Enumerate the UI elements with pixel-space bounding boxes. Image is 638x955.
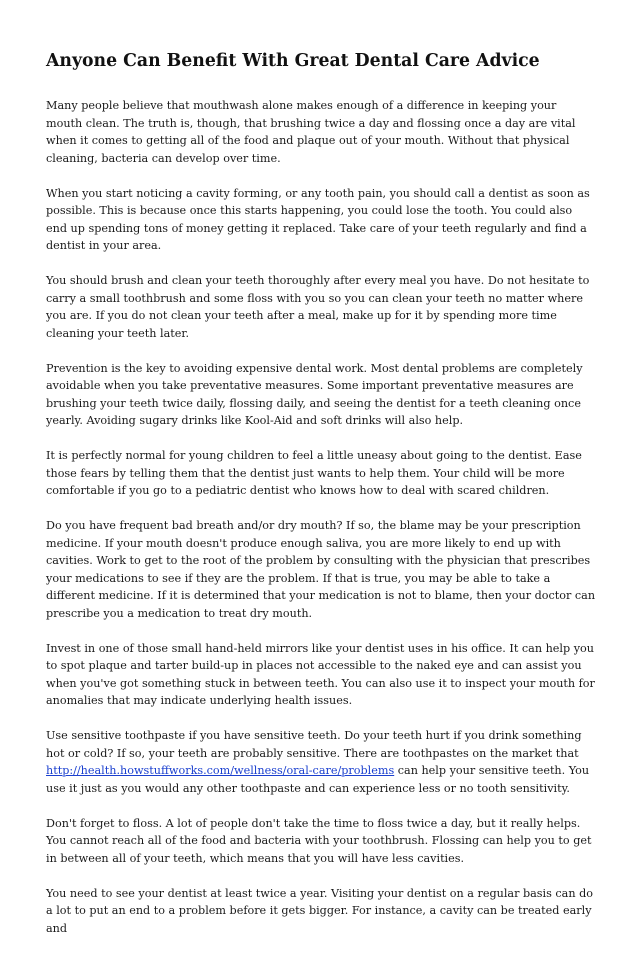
paragraph-brush-after-meal: You should brush and clean your teeth thoroughly after every meal you have. Do not hesitate to carry a small toothbrush and some floss with you so you can clean your teeth no matter where you are. If you do not clean your teeth after a meal, make up for it by spending more time cleaning your teeth later. — [46, 274, 590, 340]
paragraph-floss: Don't forget to floss. A lot of people don't take the time to floss twice a day, but it really helps. You cannot reach all of the food and bacteria with your toothbrush. Flossing can help you to get in between all of your teeth, which means that you will have less cavities. — [46, 816, 592, 865]
paragraph-children: It is perfectly normal for young children to feel a little uneasy about going to the dentist. Ease those fears by telling them that the dentist just wants to help them. Your child will be more comfortable if you go to a pediatric dentist who knows how to deal with scared children. — [46, 449, 582, 497]
paragraph-dry-mouth: Do you have frequent bad breath and/or dry mouth? If so, the blame may be your prescription medicine. If your mouth doesn't produce enough saliva, you are more likely to end up with cavities. Work to get to the root of the problem by consulting with the physician that prescribes your medications to see if they are the problem. If that is true, you may be able to take a different medicine. If it is determined that your medication is not to blame, then your doctor can prescribe you a medication to treat dry mouth. — [46, 519, 596, 620]
paragraph-mirror: Invest in one of those small hand-held mirrors like your dentist uses in his office. It can help you to spot plaque and tarter build-up in places not accessible to the naked eye and can assist you when you've got something stuck in between teeth. You can also use it to inspect your mouth for anomalies that may indicate underlying health issues. — [46, 641, 595, 707]
link-paragraph-after: can help your sensitive teeth. You use it just as you would any other toothpaste and can experience less or no tooth sensitivity. — [46, 764, 590, 795]
paragraph-see-dentist: You need to see your dentist at least twice a year. Visiting your dentist on a regular basis can do a lot to put an end to a problem before it gets bigger. For instance, a cavity can be treated early and — [46, 886, 594, 935]
howstuffworks-link[interactable]: http://health.howstuffworks.com/wellness/oral-care/problems — [46, 764, 395, 777]
paragraph-cavity: When you start noticing a cavity forming, or any tooth pain, you should call a dentist as soon as possible. This is because once this starts happening, you could lose the tooth. You could also end up spending tons of money getting it replaced. Take care of your teeth regularly and find a dentist in your area. — [46, 186, 590, 252]
document-title: Anyone Can Benefit With Great Dental Care Advice — [46, 51, 540, 71]
document-body — [46, 97, 596, 955]
paragraph-sensitive-toothpaste — [46, 727, 596, 797]
link-paragraph-before: Use sensitive toothpaste if you have sensitive teeth. Do your teeth hurt if you drink something hot or cold? If so, your teeth are probably sensitive. There are toothpastes on the market that — [46, 729, 582, 760]
paragraph-mouthwash: Many people believe that mouthwash alone makes enough of a difference in keeping your mouth clean. The truth is, though, that brushing twice a day and flossing once a day are vital when it comes to getting all of the food and plaque out of your mouth. Without that physical cleaning, bacteria can develop over time. — [46, 99, 576, 165]
paragraph-prevention: Prevention is the key to avoiding expensive dental work. Most dental problems are completely avoidable when you take preventative measures. Some important preventative measures are brushing your teeth twice daily, flossing daily, and seeing the dentist for a teeth cleaning once yearly. Avoiding sugary drinks like Kool-Aid and soft drinks will also help. — [46, 361, 583, 427]
